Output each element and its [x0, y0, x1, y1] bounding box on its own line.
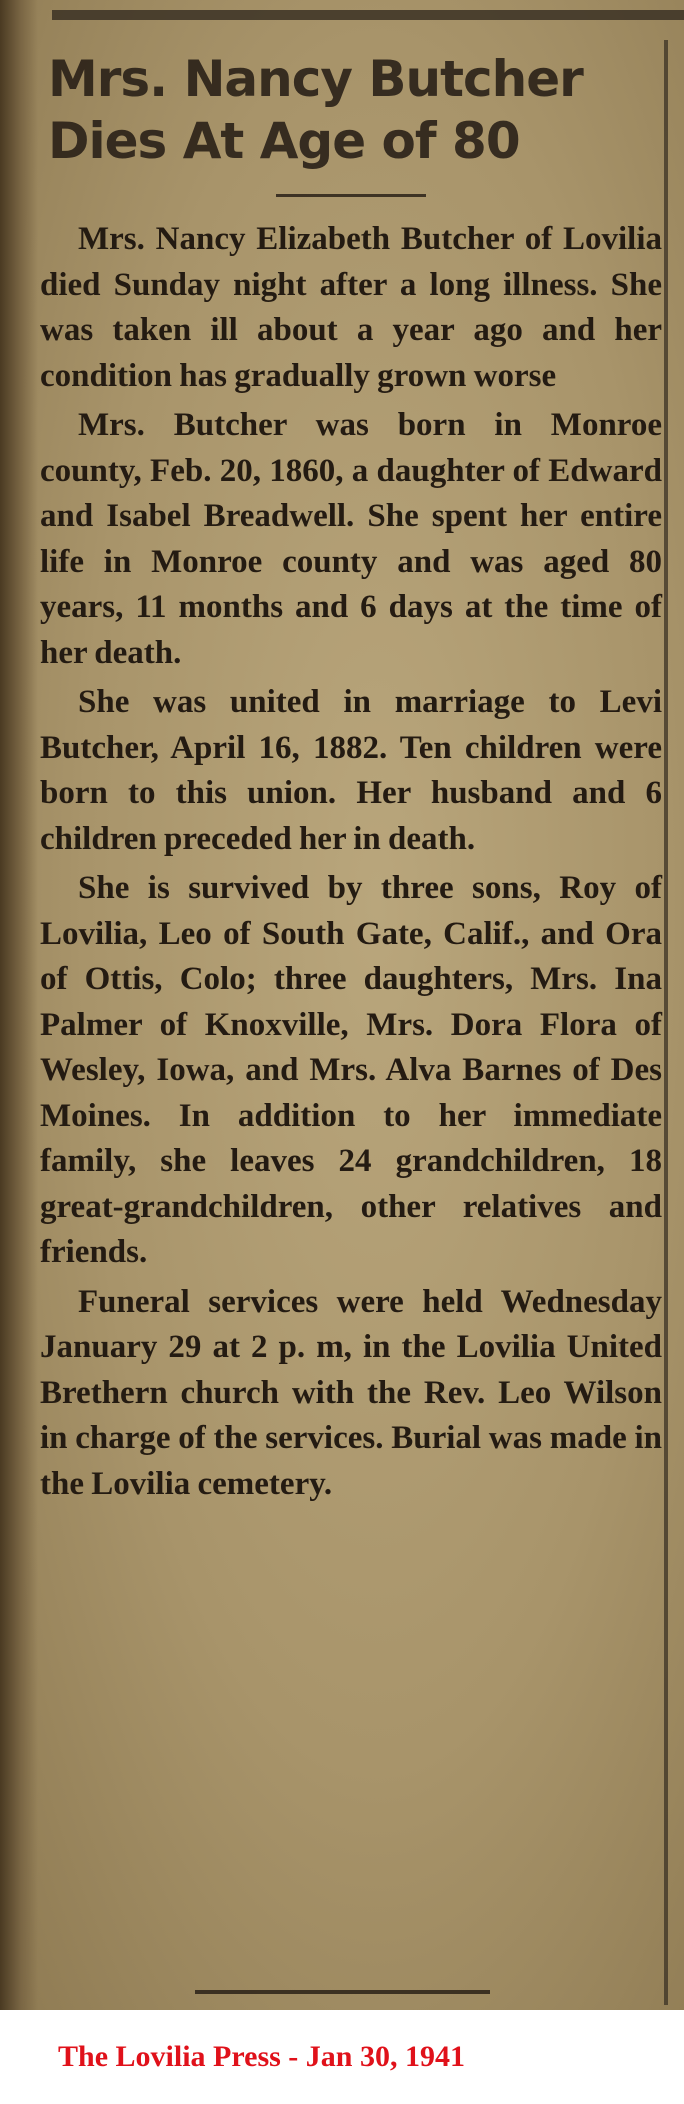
article-column [40, 48, 662, 1511]
paragraph-3: She was united in marriage to Levi Butcher, April 16, 1882. Ten children were born to this union. Her husband and 6 children preceded her in death. [40, 684, 662, 857]
column-top-rule [52, 10, 684, 20]
paragraph-4: She is survived by three sons, Roy of Lovilia, Leo of South Gate, Calif., and Ora of Ottis, Colo; three daughters, Mrs. Ina Palmer of Knoxville, Mrs. Dora Flora of Wesley, Iowa, and Mrs. Alva Barnes of Des Moines. In addition to her immediate family, she leaves 24 grandchildren, 18 great-grandchildren, other relatives and friends. [40, 870, 662, 1270]
source-caption: The Lovilia Press - Jan 30, 1941 [58, 2040, 465, 2073]
paragraph-1: Mrs. Nancy Elizabeth Butcher of Lovilia died Sunday night after a long illness. She was taken ill about a year ago and her condition has gradually grown worse [40, 221, 662, 394]
headline-line-2: Dies At Age of 80 [48, 112, 520, 170]
headline-line-1: Mrs. Nancy Butcher [48, 50, 583, 108]
article-headline [48, 48, 662, 172]
paragraph-5: Funeral services were held Wednesday January 29 at 2 p. m, in the Lovilia United Brethern church with the Rev. Leo Wilson in charge of the services. Burial was made in the Lovilia cemetery. [40, 1283, 662, 1502]
column-right-rule [664, 40, 668, 2005]
headline-divider [276, 194, 426, 197]
clipping-edge-shadow [0, 0, 38, 2010]
paragraph-2: Mrs. Butcher was born in Monroe county, Feb. 20, 1860, a daughter of Edward and Isabel Breadwell. She spent her entire life in Monroe county and was aged 80 years, 11 months and 6 days at the time of her death. [40, 407, 662, 671]
article-end-rule [195, 1990, 490, 1994]
